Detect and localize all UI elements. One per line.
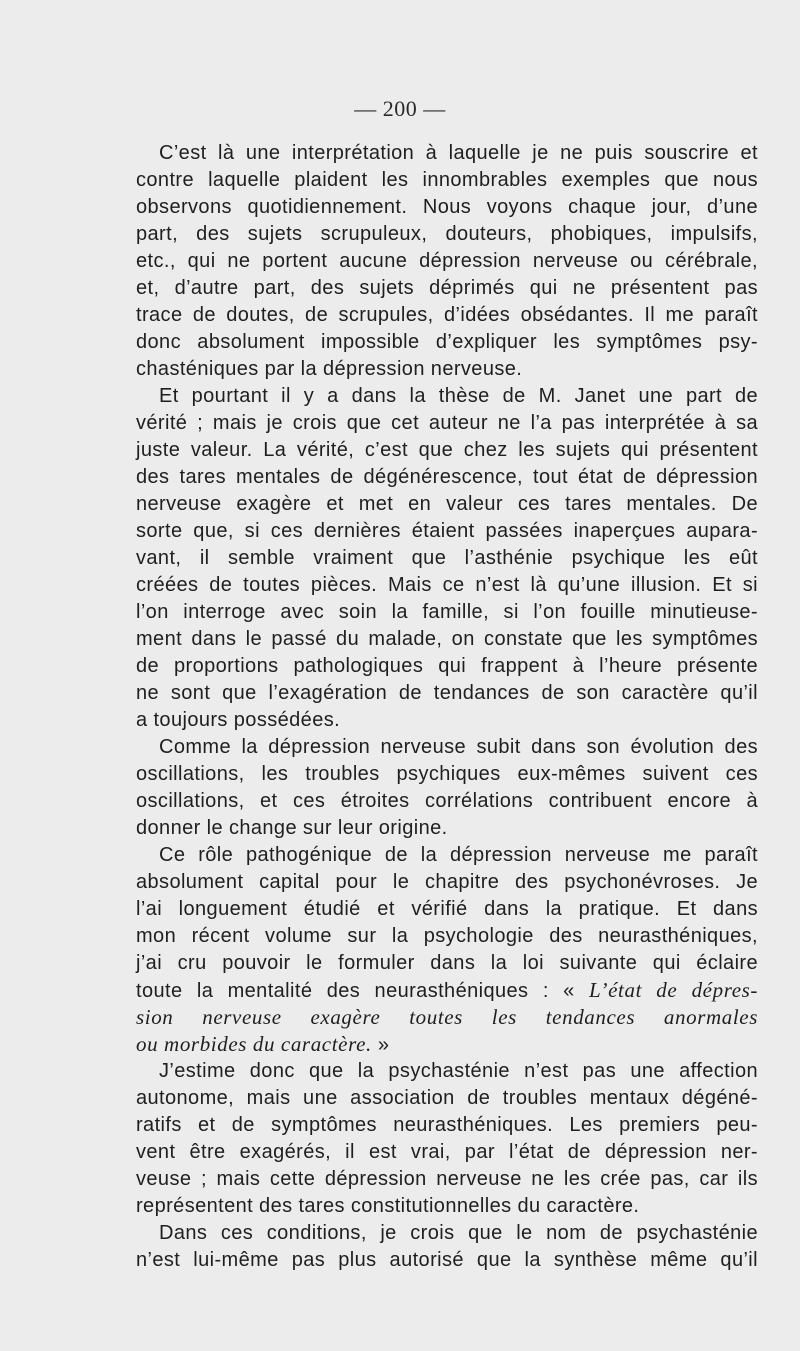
- text-line: ment dans le passé du malade, on constate que les symptômes: [136, 628, 758, 650]
- text-line: nerveuse exagère et met en valeur ces tares mentales. De: [136, 493, 758, 515]
- text-line: et, d’autre part, des sujets déprimés qui ne présentent pas: [136, 277, 758, 299]
- text-line: vent être exagérés, il est vrai, par l’état de dépression ner-: [136, 1141, 758, 1163]
- text-line: donner le change sur leur origine.: [136, 817, 448, 839]
- text-line: représentent des tares constitutionnelles du caractère.: [136, 1195, 640, 1217]
- body-text: [136, 140, 758, 1274]
- text-line: Ce rôle pathogénique de la dépression nerveuse me paraît: [159, 844, 758, 866]
- text-line: vérité ; mais je crois que cet auteur ne l’a pas interprétée à sa: [136, 412, 758, 434]
- text-line: mon récent volume sur la psychologie des neurasthéniques,: [136, 925, 758, 947]
- text-line: oscillations, et ces étroites corrélations contribuent encore à: [136, 790, 758, 812]
- text-line: ne sont que l’exagération de tendances de son caractère qu’il: [136, 682, 758, 704]
- quoted-law: sion nerveuse exagère toutes les tendances anormales: [136, 1005, 758, 1029]
- text-line: j’ai cru pouvoir le formuler dans la loi suivante qui éclaire: [136, 952, 758, 974]
- text-line: J’estime donc que la psychasténie n’est pas une affection: [159, 1060, 758, 1082]
- text-line: Dans ces conditions, je crois que le nom de psychasténie: [159, 1222, 758, 1244]
- text-line: part, des sujets scrupuleux, douteurs, phobiques, impulsifs,: [136, 223, 758, 245]
- text-line: Et pourtant il y a dans la thèse de M. Janet une part de: [159, 385, 758, 407]
- text-line: etc., qui ne portent aucune dépression nerveuse ou cérébrale,: [136, 250, 758, 272]
- text-line: chasténiques par la dépression nerveuse.: [136, 358, 523, 380]
- text-line: [136, 1004, 758, 1031]
- text-line: sorte que, si ces dernières étaient passées inaperçues aupara-: [136, 520, 758, 542]
- quoted-law: ou morbides du caractère.: [136, 1032, 372, 1056]
- text-line: Comme la dépression nerveuse subit dans son évolution des: [159, 736, 758, 758]
- text-line: veuse ; mais cette dépression nerveuse ne les crée pas, car ils: [136, 1168, 758, 1190]
- text-line: a toujours possédées.: [136, 709, 341, 731]
- text-line: des tares mentales de dégénérescence, tout état de dépression: [136, 466, 758, 488]
- text-line: créées de toutes pièces. Mais ce n’est là qu’une illusion. Et si: [136, 574, 758, 596]
- text-line: ou morbides du caractère. »: [136, 1032, 390, 1056]
- text-line: l’ai longuement étudié et vérifié dans la pratique. Et dans: [136, 898, 758, 920]
- page-number: — 200 —: [354, 96, 446, 121]
- text-line: l’on interroge avec soin la famille, si l’on fouille minutieuse-: [136, 601, 758, 623]
- text-line: absolument capital pour le chapitre des psychonévroses. Je: [136, 871, 758, 893]
- text-line: observons quotidiennement. Nous voyons chaque jour, d’une: [136, 196, 758, 218]
- text-line: vant, il semble vraiment que l’asthénie psychique les eût: [136, 547, 758, 569]
- text-line: oscillations, les troubles psychiques eux-mêmes suivent ces: [136, 763, 758, 785]
- text-line: ratifs et de symptômes neurasthéniques. Les premiers peu-: [136, 1114, 758, 1136]
- text-line: n’est lui-même pas plus autorisé que la synthèse même qu’il: [136, 1249, 758, 1271]
- text-line: donc absolument impossible d’expliquer les symptômes psy-: [136, 331, 758, 353]
- text-line: de proportions pathologiques qui frappent à l’heure présente: [136, 655, 758, 677]
- text-line: C’est là une interprétation à laquelle je ne puis souscrire et: [159, 142, 758, 164]
- text-line: contre laquelle plaident les innombrables exemples que nous: [136, 169, 758, 191]
- text-line: trace de doutes, de scrupules, d’idées obsédantes. Il me paraît: [136, 304, 758, 326]
- text-line: toute la mentalité des neurasthéniques : « L’état de dépres-: [136, 978, 758, 1002]
- quoted-law: L’état de dépres-: [589, 978, 758, 1002]
- text-line: autonome, mais une association de troubles mentaux dégéné-: [136, 1087, 758, 1109]
- text-line: juste valeur. La vérité, c’est que chez les sujets qui présentent: [136, 439, 758, 461]
